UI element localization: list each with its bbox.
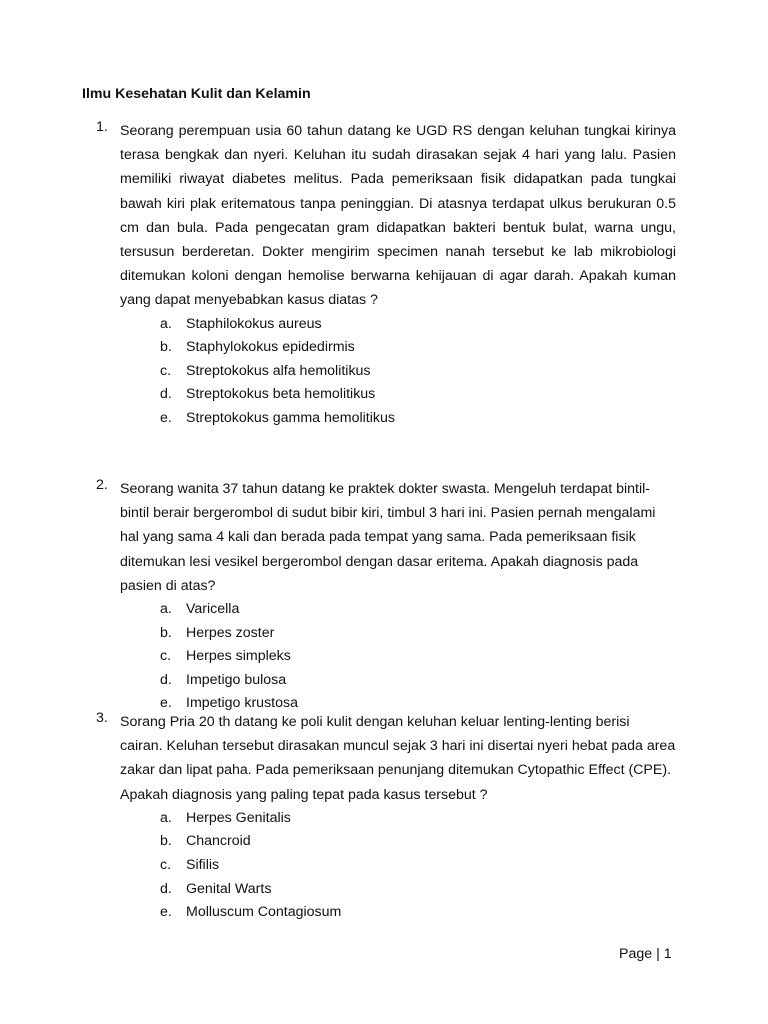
question-3 — [96, 710, 676, 925]
option-text: Herpes Genitalis — [186, 809, 291, 826]
option-text: Chancroid — [186, 833, 251, 850]
question-text: Seorang wanita 37 tahun datang ke praktek dokter swasta. Mengeluh terdapat bintil-bintil berair bergerombol di sudut bibir kiri, timbul 3 hari ini. Pasien pernah mengalami hal yang sama 4 kali dan berada pada tempat yang sama. Pada pemeriksaan fisik ditemukan lesi vesikel bergerombol dengan dasar eritema. Apakah diagnosis pada pasien di atas? — [120, 481, 656, 594]
answer-option[interactable] — [160, 407, 676, 431]
option-text: Varicella — [186, 601, 240, 618]
answer-option[interactable] — [160, 901, 676, 925]
question-1 — [96, 119, 676, 431]
question-number: 2. — [96, 477, 108, 493]
option-letter: d. — [160, 671, 172, 688]
page-number: Page | 1 — [619, 946, 672, 962]
option-letter: b. — [160, 624, 172, 641]
option-text: Genital Warts — [186, 880, 272, 897]
answer-option[interactable] — [160, 336, 676, 360]
answer-options — [160, 313, 676, 431]
option-letter: a. — [160, 315, 172, 332]
answer-options — [160, 598, 676, 716]
option-letter: e. — [160, 904, 172, 921]
option-text: Staphilokokus aureus — [186, 315, 322, 332]
option-text: Streptokokus beta hemolitikus — [186, 386, 376, 403]
answer-option[interactable] — [160, 830, 676, 854]
document-title: Ilmu Kesehatan Kulit dan Kelamin — [82, 86, 311, 102]
option-letter: e. — [160, 410, 172, 426]
option-letter: e. — [160, 695, 172, 712]
option-text: Sifilis — [186, 857, 220, 873]
answer-option[interactable] — [160, 645, 676, 669]
option-text: Staphylokokus epidedirmis — [186, 339, 355, 356]
answer-option[interactable] — [160, 313, 676, 337]
option-text: Molluscum Contagiosum — [186, 904, 342, 921]
answer-option[interactable] — [160, 360, 676, 384]
option-letter: c. — [160, 362, 172, 379]
answer-option[interactable] — [160, 854, 676, 878]
answer-option[interactable] — [160, 669, 676, 693]
question-2 — [96, 477, 676, 716]
answer-option[interactable] — [160, 598, 676, 622]
option-letter: c. — [160, 857, 172, 873]
option-text: Streptokokus gamma hemolitikus — [186, 410, 395, 426]
option-letter: d. — [160, 386, 172, 403]
option-letter: a. — [160, 601, 172, 618]
question-number: 3. — [96, 710, 108, 726]
option-text: Herpes zoster — [186, 624, 275, 641]
option-text: Herpes simpleks — [186, 648, 291, 665]
option-letter: b. — [160, 339, 172, 356]
answer-options — [160, 807, 676, 925]
option-letter: a. — [160, 809, 172, 826]
option-text: Impetigo krustosa — [186, 695, 298, 712]
option-text: Impetigo bulosa — [186, 671, 287, 688]
answer-option[interactable] — [160, 622, 676, 646]
question-number: 1. — [96, 119, 108, 135]
question-text: Seorang perempuan usia 60 tahun datang ke UGD RS dengan keluhan tungkai kirinya terasa bengkak dan nyeri. Keluhan itu sudah dirasakan sejak 4 hari yang lalu. Pasien memiliki riwayat diabetes melitus. Pada pemeriksaan fisik didapatkan pada tungkai bawah kiri plak eritematous tanpa peninggian. Di atasnya terdapat ulkus berukuran 0.5 cm dan bula. Pada pengecatan gram didapatkan bakteri bentuk bulat, warna ungu, tersusun berderetan. Dokter mengirim specimen nanah tersebut ke lab mikrobiologi ditemukan koloni dengan hemolise berwarna kehijauan di agar darah. Apakah kuman yang dapat menyebabkan kasus diatas ? — [120, 123, 676, 309]
option-letter: b. — [160, 833, 172, 850]
option-letter: c. — [160, 648, 172, 665]
question-text: Sorang Pria 20 th datang ke poli kulit dengan keluhan keluar lenting-lenting berisi cairan. Keluhan tersebut dirasakan muncul sejak 3 hari ini disertai nyeri hebat pada area zakar dan lipat paha. Pada pemeriksaan penunjang ditemukan Cytopathic Effect (CPE). Apakah diagnosis yang paling tepat pada kasus tersebut ? — [120, 714, 676, 803]
option-text: Streptokokus alfa hemolitikus — [186, 362, 371, 379]
answer-option[interactable] — [160, 807, 676, 831]
answer-option[interactable] — [160, 878, 676, 902]
answer-option[interactable] — [160, 383, 676, 407]
option-letter: d. — [160, 880, 172, 897]
